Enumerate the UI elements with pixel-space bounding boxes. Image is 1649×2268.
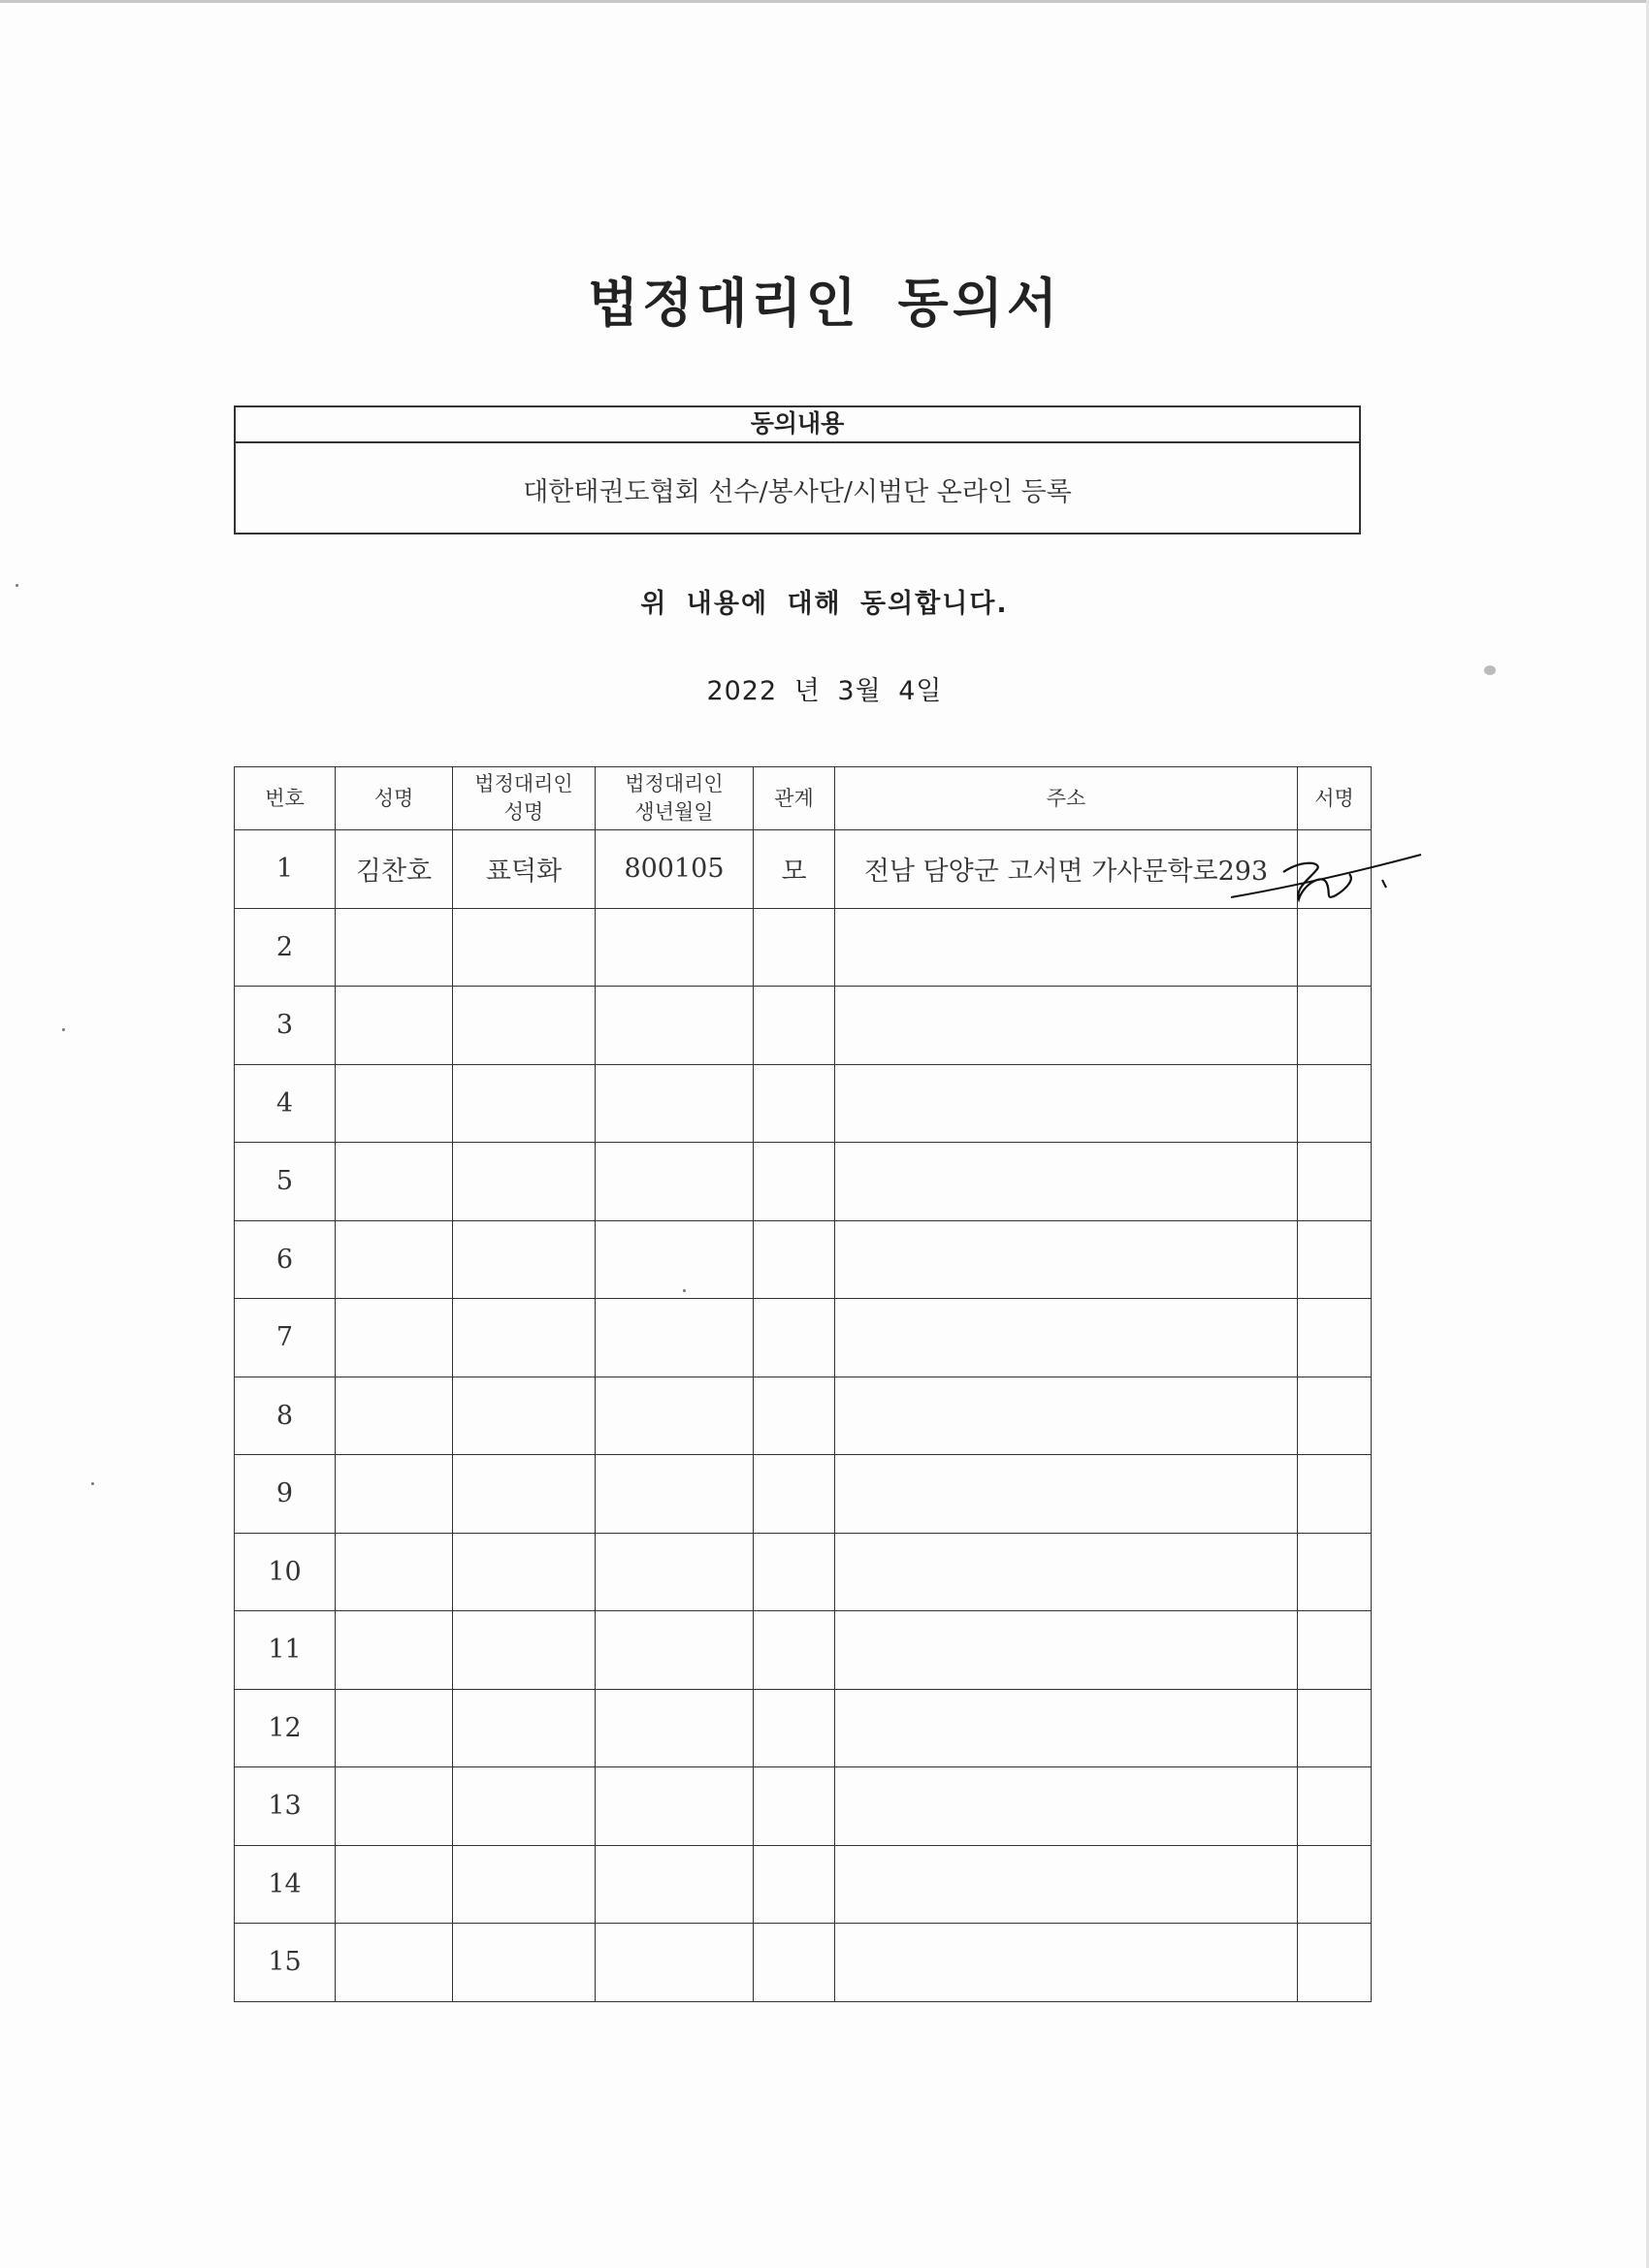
table-row xyxy=(235,1299,1372,1377)
scan-speck xyxy=(16,584,18,587)
cell-guardian-birth xyxy=(596,1220,754,1299)
consent-header: 동의내용 xyxy=(236,407,1359,443)
cell-signature xyxy=(1298,1845,1372,1924)
cell-address xyxy=(835,1845,1298,1924)
cell-guardian-birth xyxy=(596,1455,754,1534)
cell-signature xyxy=(1298,1689,1372,1767)
scan-speck xyxy=(683,1289,686,1292)
cell-guardian-birth xyxy=(596,1689,754,1767)
cell-address xyxy=(835,1455,1298,1534)
cell-name xyxy=(336,1533,453,1611)
cell-relation xyxy=(754,1611,835,1690)
cell-guardian-birth xyxy=(596,1533,754,1611)
table-row xyxy=(235,1377,1372,1455)
cell-relation xyxy=(754,1845,835,1924)
cell-guardian-name xyxy=(453,1767,596,1846)
cell-address xyxy=(835,1143,1298,1221)
consent-body xyxy=(236,443,1359,535)
cell-address xyxy=(835,1767,1298,1846)
cell-no: 8 xyxy=(235,1377,336,1455)
cell-guardian-name xyxy=(453,1377,596,1455)
table-row xyxy=(235,1845,1372,1924)
cell-address xyxy=(835,1924,1298,2002)
cell-no: 10 xyxy=(235,1533,336,1611)
cell-guardian-name xyxy=(453,1845,596,1924)
cell-no: 4 xyxy=(235,1064,336,1143)
cell-name xyxy=(336,987,453,1065)
table-row xyxy=(235,830,1372,909)
cell-relation xyxy=(754,1143,835,1221)
cell-relation xyxy=(754,1533,835,1611)
table-row xyxy=(235,1455,1372,1534)
consent-body-text: 대한태권도협회 선수/봉사단/시범단 온라인 등록 xyxy=(523,476,1072,507)
cell-guardian-name xyxy=(453,1220,596,1299)
table-row xyxy=(235,1689,1372,1767)
scan-edge-top xyxy=(0,0,1649,3)
document-title: 법정대리인 동의서 xyxy=(587,273,1062,334)
cell-address: 전남 담양군 고서면 가사문학로293 xyxy=(835,830,1298,909)
header-name: 성명 xyxy=(336,767,453,830)
cell-guardian-birth xyxy=(596,1611,754,1690)
cell-name xyxy=(336,1455,453,1534)
cell-guardian-name xyxy=(453,1689,596,1767)
cell-guardian-name xyxy=(453,1611,596,1690)
cell-name xyxy=(336,1611,453,1690)
table-body xyxy=(235,830,1372,2002)
cell-name xyxy=(336,1767,453,1846)
cell-relation: 모 xyxy=(754,830,835,909)
cell-name xyxy=(336,1689,453,1767)
table-row xyxy=(235,908,1372,987)
cell-guardian-name xyxy=(453,1924,596,2002)
cell-address xyxy=(835,1689,1298,1767)
cell-no: 12 xyxy=(235,1689,336,1767)
consent-box xyxy=(234,405,1361,535)
cell-no: 6 xyxy=(235,1220,336,1299)
table-row xyxy=(235,1767,1372,1846)
cell-no: 13 xyxy=(235,1767,336,1846)
header-signature: 서명 xyxy=(1298,767,1372,830)
cell-signature xyxy=(1298,1143,1372,1221)
cell-address xyxy=(835,1611,1298,1690)
cell-address xyxy=(835,908,1298,987)
cell-no: 7 xyxy=(235,1299,336,1377)
cell-no: 11 xyxy=(235,1611,336,1690)
table-row xyxy=(235,987,1372,1065)
cell-signature xyxy=(1298,1299,1372,1377)
cell-name: 김찬호 xyxy=(336,830,453,909)
cell-guardian-birth xyxy=(596,1143,754,1221)
cell-name xyxy=(336,1299,453,1377)
cell-guardian-name xyxy=(453,1064,596,1143)
header-no: 번호 xyxy=(235,767,336,830)
cell-no: 14 xyxy=(235,1845,336,1924)
cell-guardian-name: 표덕화 xyxy=(453,830,596,909)
cell-address xyxy=(835,1220,1298,1299)
cell-guardian-birth xyxy=(596,1377,754,1455)
cell-signature xyxy=(1298,1533,1372,1611)
cell-signature xyxy=(1298,1064,1372,1143)
cell-guardian-birth xyxy=(596,1924,754,2002)
scan-speck xyxy=(62,1028,65,1031)
table-row xyxy=(235,1924,1372,2002)
cell-signature xyxy=(1298,908,1372,987)
cell-guardian-name xyxy=(453,1299,596,1377)
cell-guardian-name xyxy=(453,1143,596,1221)
cell-guardian-birth xyxy=(596,908,754,987)
header-relation: 관계 xyxy=(754,767,835,830)
cell-relation xyxy=(754,908,835,987)
cell-relation xyxy=(754,1767,835,1846)
cell-address xyxy=(835,1299,1298,1377)
table-row xyxy=(235,1220,1372,1299)
cell-relation xyxy=(754,1064,835,1143)
cell-guardian-birth xyxy=(596,1845,754,1924)
cell-address xyxy=(835,1377,1298,1455)
cell-name xyxy=(336,1845,453,1924)
cell-signature xyxy=(1298,1220,1372,1299)
header-address: 주소 xyxy=(835,767,1298,830)
cell-signature xyxy=(1298,1611,1372,1690)
cell-relation xyxy=(754,1455,835,1534)
header-guardian-birth: 법정대리인 생년월일 xyxy=(596,767,754,830)
cell-name xyxy=(336,1220,453,1299)
cell-relation xyxy=(754,987,835,1065)
table-row xyxy=(235,1064,1372,1143)
cell-relation xyxy=(754,1689,835,1767)
cell-address xyxy=(835,1064,1298,1143)
cell-no: 5 xyxy=(235,1143,336,1221)
cell-guardian-name xyxy=(453,987,596,1065)
cell-no: 1 xyxy=(235,830,336,909)
cell-guardian-birth: 800105 xyxy=(596,830,754,909)
cell-signature xyxy=(1298,1377,1372,1455)
header-guardian-name: 법정대리인 성명 xyxy=(453,767,596,830)
document-date: 2022 년 3월 4일 xyxy=(706,676,943,706)
cell-name xyxy=(336,1143,453,1221)
agree-statement: 위 내용에 대해 동의합니다. xyxy=(640,589,1009,619)
cell-signature xyxy=(1298,1767,1372,1846)
cell-relation xyxy=(754,1924,835,2002)
cell-address xyxy=(835,987,1298,1065)
cell-address xyxy=(835,1533,1298,1611)
cell-signature xyxy=(1298,1455,1372,1534)
cell-no: 3 xyxy=(235,987,336,1065)
table-row xyxy=(235,1611,1372,1690)
table-row xyxy=(235,1533,1372,1611)
cell-name xyxy=(336,908,453,987)
cell-guardian-birth xyxy=(596,1767,754,1846)
cell-guardian-name xyxy=(453,908,596,987)
cell-no: 15 xyxy=(235,1924,336,2002)
cell-guardian-name xyxy=(453,1533,596,1611)
cell-relation xyxy=(754,1377,835,1455)
cell-relation xyxy=(754,1220,835,1299)
cell-guardian-birth xyxy=(596,987,754,1065)
cell-relation xyxy=(754,1299,835,1377)
cell-guardian-name xyxy=(453,1455,596,1534)
cell-signature xyxy=(1298,1924,1372,2002)
handwritten-signature xyxy=(1227,839,1440,912)
cell-name xyxy=(336,1924,453,2002)
guardian-roster-table xyxy=(234,766,1372,2002)
table-row xyxy=(235,1143,1372,1221)
cell-no: 9 xyxy=(235,1455,336,1534)
scan-speck xyxy=(91,1482,94,1485)
cell-name xyxy=(336,1377,453,1455)
scan-smudge xyxy=(1484,665,1496,675)
cell-guardian-birth xyxy=(596,1299,754,1377)
table-header-row xyxy=(235,767,1372,830)
cell-signature xyxy=(1298,987,1372,1065)
cell-name xyxy=(336,1064,453,1143)
cell-no: 2 xyxy=(235,908,336,987)
cell-guardian-birth xyxy=(596,1064,754,1143)
